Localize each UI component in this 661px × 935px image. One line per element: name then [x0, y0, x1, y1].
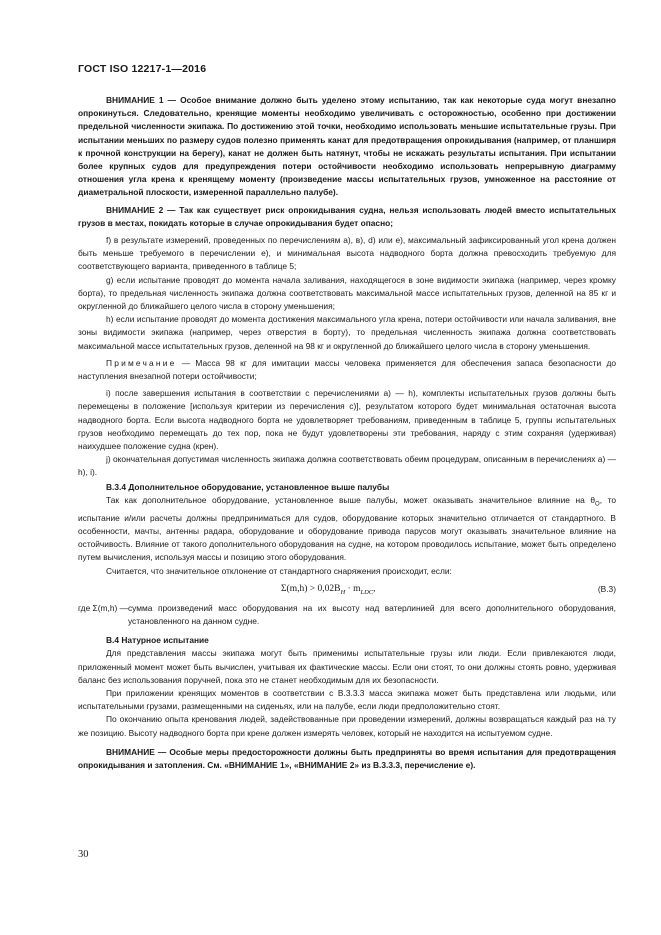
- item-j: j) окончательная допустимая численность экипажа должна соответствовать обеим процедурам, описанным в перечислениях а) — h), i).: [78, 454, 616, 478]
- item-g: g) если испытание проводят до момента начала заливания, находящегося в зоне видимости экипажа (например, через кромку борта), то предельная численность экипажа должна соответствовать максимальной массе испытательных грузов, деленной на 85 кг и округленной до ближайшего целого числа в сторону уменьшения;: [78, 274, 616, 312]
- formula-where: [78, 602, 616, 628]
- theta-subscript: О: [595, 501, 600, 508]
- formula-dot: · m: [345, 583, 361, 594]
- b4-paragraph-1: Для представления массы экипажа могут быть применимы испытательные грузы или люди. Если привлекаются люди, приложенный момент может быть вычислен, учитывая их фактические массы. Если они стоят, то они должны стоять ровно, удерживая баланс без использования поручней, пока это не станет необходимым для их безопасности.: [78, 648, 616, 685]
- formula-b3: [78, 582, 616, 598]
- where-lead: где Σ(m,h) —: [78, 602, 128, 613]
- formula-sub-ldc: LDC: [360, 588, 374, 596]
- b4-paragraph-3: По окончанию опыта кренования людей, задействованные при проведении измерений, должны возвращаться каждый раз на ту же позицию. Высоту надводного борта при крене должен измерять человек, который не находится на испытуемом судне.: [78, 714, 616, 738]
- note-text: — Масса 98 кг для имитации массы человека применяется для обеспечения запаса безопасности до наступления внезапной потери остойчивости;: [78, 357, 616, 382]
- page-body: [78, 90, 616, 772]
- formula-sub-h: H: [340, 588, 346, 596]
- section-heading-b34: В.3.4 Дополнительное оборудование, установленное выше палубы: [106, 481, 390, 492]
- b34-paragraph-1: [78, 494, 616, 565]
- warning-3: ВНИМАНИЕ — Особые меры предосторожности должны быть предприняты во время испытания для предотвращения опрокидывания и затопления. См. «ВНИМАНИЕ 1», «ВНИМАНИЕ 2» из В.3.3.3, перечисление е).: [78, 746, 616, 771]
- formula-expression: [281, 583, 376, 599]
- warning-1: ВНИМАНИЕ 1 — Особое внимание должно быть уделено этому испытанию, так как некоторые суда могут внезапно опрокинуться. Следовательно, кренящие моменты необходимо увеличивать с осторожностью, особенно при достижении предельной численности экипажа. По достижению этой точки, необходимо использовать меньшие испытательные грузы. При испытании меньших по размеру судов полезно применять канат для предотвращения опрокидывания (например, от планширя к прочной конструкции на берегу), канат не должен быть натянут, чтобы не искажать результаты испытания. При испытании более крупных судов для предупреждения потери остойчивости необходимо использовать непрерывную диаграмму отношения угла крена к кренящему моменту (произведение массы испытательных грузов, умноженное на расстояние от диаметральной плоскости, измеренной параллельно палубе).: [78, 95, 616, 198]
- item-i: i) после завершения испытания в соответствии с перечислениями а) — h), комплекты испытательных грузов должны быть перемещены в положение [используя критерии из перечисления с)], результатом которого будет минимальная остаточная высота надводного борта. Если высота надводного борта не удовлетворяет требованиям, приведенным в таблице 5, группы испытательных грузов необходимо перемещать до тех пор, пока не будут удовлетворены эти требования, наряду с этим сохраняя (удерживая) наихудшее положение судна (крен).: [78, 388, 616, 452]
- formula-number: (В.3): [597, 583, 616, 594]
- b34-p1-end: , то испытание и/или расчеты должны предприниматься для судов, оборудование которых значительно отличается от стандартного. В особенности, мачты, антенны радара, оборудование и оборудование привода парусов могут оказывать значительное влияние на остойчивость. Влияние от такого дополнительного оборудования на судне, на котором проводилось испытание, может быть определено путем вычисления, используя массы и позицию этого оборудования.: [78, 494, 616, 563]
- formula-end: ,: [373, 583, 376, 594]
- note-label: Примечание: [106, 357, 177, 368]
- b34-paragraph-2: Считается, что значительное отклонение от стандартного снаряжения происходит, если:: [106, 565, 452, 576]
- where-definition: сумма произведений масс оборудования на их высоту над ватерлинией для всего дополнительного оборудования, установленного на данном судне.: [127, 602, 616, 626]
- page-number: 30: [78, 849, 89, 860]
- b4-paragraph-2: При приложении кренящих моментов в соответствии с В.3.3.3 масса экипажа может быть представлена или людьми, или испытательными грузами, размещенными на сиденьях, или на палубе, если люди предположительно стоят.: [78, 688, 616, 712]
- warning-2: ВНИМАНИЕ 2 — Так как существует риск опрокидывания судна, нельзя использовать людей вместо испытательных грузов в местах, покидать которые в случае опрокидывания будет опасно;: [78, 204, 616, 228]
- formula-lhs: Σ(m,h) > 0,02B: [281, 583, 341, 594]
- b34-p1-start: Так как дополнительное оборудование, установленное выше палубы, может оказывать значительное влияние на θ: [106, 494, 596, 505]
- standard-header: ГОСТ ISO 12217-1—2016: [78, 63, 207, 75]
- item-h: h) если испытание проводят до момента достижения максимального угла крена, потери остойчивости или начала заливания, вне зоны видимости экипажа (например, через отверстия в борту), то предельная численность экипажа должна соответствовать максимальной массе испытательных грузов, деленной на 98 кг и округленной до ближайшего целого числа в сторону уменьшения.: [78, 314, 616, 351]
- item-f: f) в результате измерений, проведенных по перечислениям а), в), d) или е), максимальный зафиксированный угол крена должен быть меньше требуемого в перечислении е), и минимальная высота надводного борта должна превосходить требуемую для соответствующего варианта, приведенного в таблице 5;: [78, 235, 616, 272]
- note: [78, 357, 616, 383]
- section-heading-b4: В.4 Натурное испытание: [106, 635, 209, 646]
